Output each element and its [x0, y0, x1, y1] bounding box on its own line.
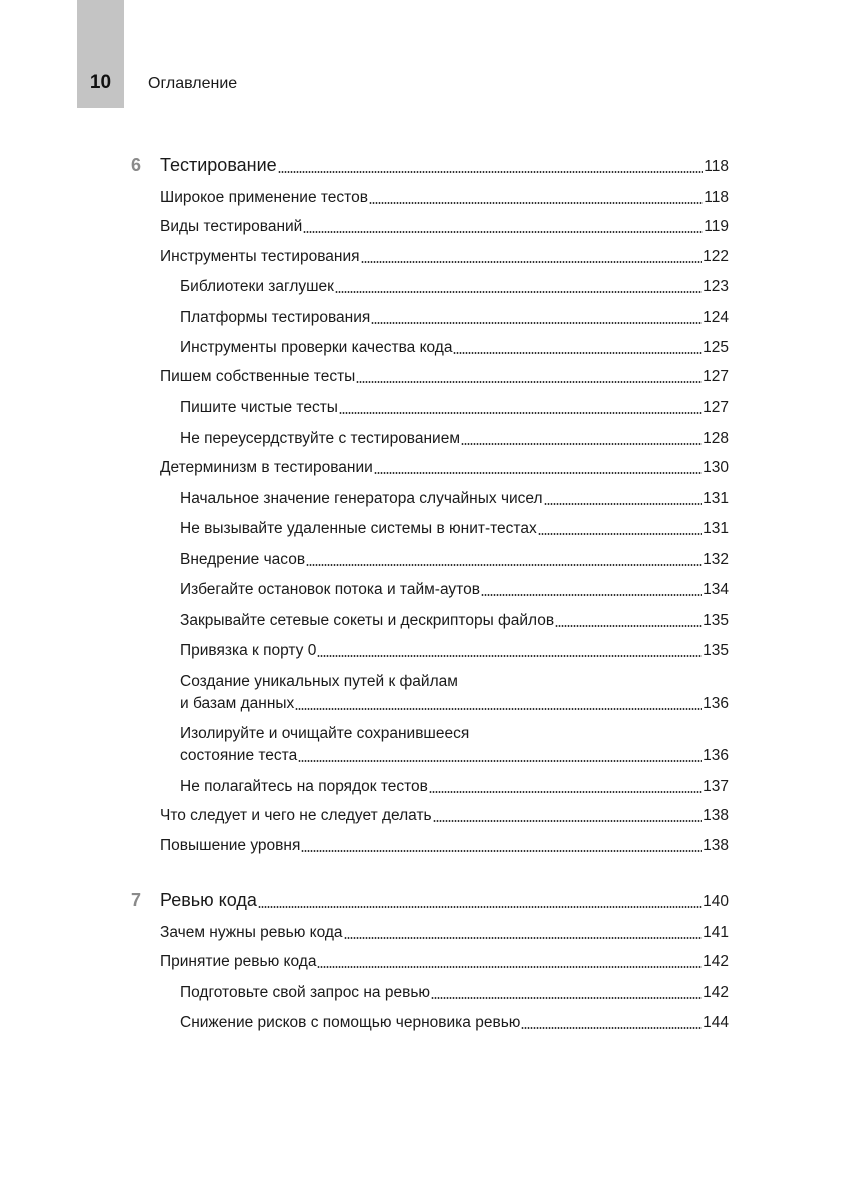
toc-page-number: 138 — [703, 807, 729, 824]
toc-page-number: 119 — [704, 218, 729, 235]
toc-entry-title: Избегайте остановок потока и тайм-аутов — [180, 579, 481, 601]
dot-leader — [431, 996, 702, 1000]
toc-page-number: 136 — [703, 695, 729, 712]
toc-entry-title: Подготовьте свой запрос на ревью — [180, 982, 431, 1004]
dot-leader — [306, 563, 702, 567]
dot-leader — [433, 819, 702, 823]
dot-leader — [317, 965, 702, 969]
dot-leader — [298, 759, 702, 763]
toc-entry-title: Не вызывайте удаленные системы в юнит-тестах — [180, 518, 538, 540]
dot-leader — [356, 380, 702, 384]
toc-entry-title: Библиотеки заглушек — [180, 276, 335, 298]
toc-page-number: 130 — [703, 459, 729, 476]
toc-page-number: 142 — [703, 953, 729, 970]
toc-page-number: 135 — [703, 612, 729, 629]
toc-entry-title: Закрывайте сетевые сокеты и дескрипторы файлов — [180, 610, 555, 632]
toc-page-number: 118 — [704, 189, 729, 206]
dot-leader — [371, 321, 702, 325]
dot-leader — [278, 170, 704, 174]
toc-page-number: 135 — [703, 642, 729, 659]
toc-entry-title: Не полагайтесь на порядок тестов — [180, 776, 429, 798]
page-number: 10 — [89, 72, 112, 93]
toc-entry-title: Внедрение часов — [180, 549, 306, 571]
toc-page-number: 125 — [703, 339, 729, 356]
toc-entry-title-line1: Изолируйте и очищайте сохранившееся — [180, 725, 470, 742]
dot-leader — [429, 790, 702, 794]
toc-entry-title: Не переусердствуйте с тестированием — [180, 428, 461, 450]
dot-leader — [344, 936, 703, 940]
toc-entry-title: Платформы тестирования — [180, 307, 371, 329]
dot-leader — [461, 442, 702, 446]
toc-chapter-title: Тестирование — [160, 155, 277, 175]
toc-page-number: 124 — [703, 309, 729, 326]
toc-page-number: 122 — [703, 248, 729, 265]
toc-page-number: 131 — [703, 490, 729, 507]
dot-leader — [544, 502, 703, 506]
chapter-number: 6 — [130, 155, 141, 175]
toc-page-number: 144 — [703, 1014, 729, 1031]
toc-entry-title: Виды тестирований — [160, 216, 303, 238]
toc-entry-title: Принятие ревью кода — [160, 951, 317, 973]
toc-entry-title: Пишите чистые тесты — [180, 397, 339, 419]
toc-page-number: 127 — [703, 399, 729, 416]
toc-page-number: 137 — [703, 778, 729, 795]
chapter-number: 7 — [130, 890, 141, 910]
toc-entry-title-line1: Создание уникальных путей к файлам — [180, 673, 458, 690]
dot-leader — [361, 260, 703, 264]
toc-page-number: 136 — [703, 747, 729, 764]
toc-page-number: 138 — [703, 837, 729, 854]
dot-leader — [295, 707, 702, 711]
dot-leader — [538, 532, 702, 536]
dot-leader — [481, 593, 702, 597]
toc-page-number: 142 — [703, 984, 729, 1001]
dot-leader — [521, 1026, 702, 1030]
toc-entry-title-line2: и базам данных — [180, 693, 295, 715]
toc-page-number: 118 — [704, 158, 729, 175]
toc-page-number: 134 — [703, 581, 729, 598]
dot-leader — [303, 230, 703, 234]
dot-leader — [258, 905, 702, 909]
toc-entry-title: Детерминизм в тестировании — [160, 457, 374, 479]
toc-page-number: 127 — [703, 368, 729, 385]
toc-page-number: 131 — [703, 520, 729, 537]
toc-page-number: 128 — [703, 430, 729, 447]
toc-entry-title: Зачем нужны ревью кода — [160, 922, 344, 944]
dot-leader — [301, 849, 702, 853]
toc-chapter-title: Ревью кода — [160, 890, 257, 910]
toc-entry-title: Инструменты проверки качества кода — [180, 337, 453, 359]
toc-entry-title: Снижение рисков с помощью черновика ревью — [180, 1012, 521, 1034]
toc-entry-title: Повышение уровня — [160, 835, 301, 857]
toc-entry-title: Пишем собственные тесты — [160, 366, 356, 388]
dot-leader — [555, 624, 702, 628]
toc-entry-title: Инструменты тестирования — [160, 246, 361, 268]
dot-leader — [369, 201, 703, 205]
dot-leader — [374, 471, 702, 475]
dot-leader — [317, 654, 702, 658]
toc-entry-title: Привязка к порту 0 — [180, 640, 317, 662]
toc-page-number: 123 — [703, 278, 729, 295]
running-title: Оглавление — [148, 75, 238, 92]
dot-leader — [335, 290, 702, 294]
toc-entry-title: Начальное значение генератора случайных чисел — [180, 488, 544, 510]
toc-entry-title: Широкое применение тестов — [160, 187, 369, 209]
toc-page-number: 140 — [703, 893, 729, 910]
dot-leader — [339, 411, 702, 415]
toc-entry-title-line2: состояние теста — [180, 745, 298, 767]
toc-page-number: 141 — [703, 924, 729, 941]
dot-leader — [453, 351, 702, 355]
toc-page-number: 132 — [703, 551, 729, 568]
toc-entry-title: Что следует и чего не следует делать — [160, 805, 433, 827]
